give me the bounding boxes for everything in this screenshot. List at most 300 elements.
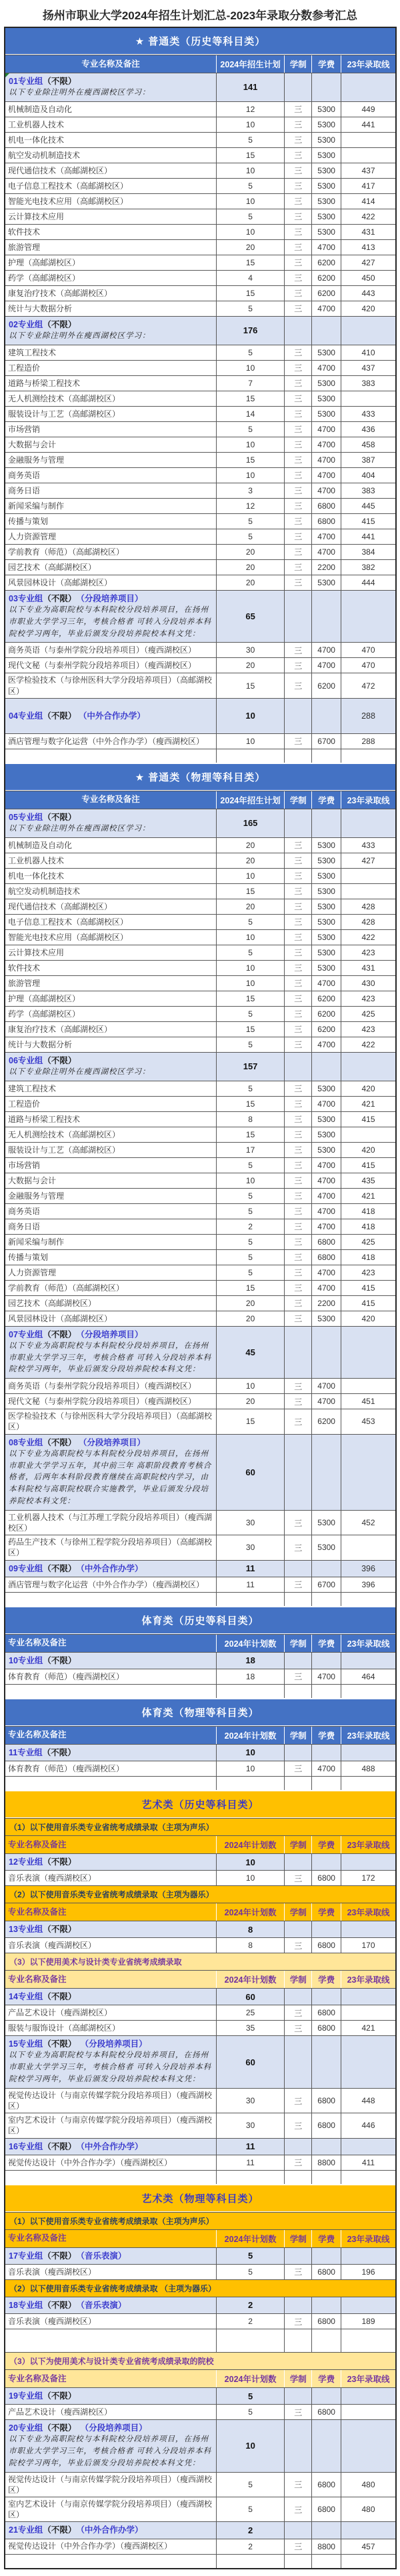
group-extra-label: （分段培养项目）: [76, 1329, 143, 1339]
fee-cell: 5300: [311, 209, 341, 224]
years-cell: 三: [284, 407, 311, 421]
plan-cell: 18: [216, 1653, 284, 1669]
fee-cell: 2200: [311, 1296, 341, 1311]
score-cell: 450: [341, 271, 395, 285]
group-limit-label: （不限）: [43, 2391, 77, 2401]
column-header-years: 学制: [284, 1971, 311, 1988]
column-header-score: 23年录取线: [341, 1971, 395, 1988]
plan-cell: 20: [216, 240, 284, 255]
score-cell: 425: [341, 1007, 395, 1021]
program-row: [5, 239, 395, 255]
plan-cell: 10: [216, 1871, 284, 1885]
spacer-cell: [311, 1777, 341, 1790]
years-cell: 三: [284, 2405, 311, 2419]
fee-cell: 4700: [311, 658, 341, 673]
program-name-cell: 道路与桥梁工程技术: [8, 378, 81, 388]
program-name-cell: 商务英语: [8, 470, 41, 480]
spacer-row: [5, 749, 395, 763]
score-cell: 449: [341, 102, 395, 117]
plan-cell: 30: [216, 1535, 284, 1559]
plan-cell: 10: [216, 194, 284, 209]
column-header-score: 23年录取线: [341, 791, 395, 809]
category-note-label: （1）以下使用音乐类专业省统考成绩录取（主项为声乐）: [5, 1819, 395, 1835]
years-cell: 三: [284, 1379, 311, 1393]
score-cell: [341, 884, 395, 899]
score-cell: [341, 1379, 395, 1393]
plan-cell: 45: [216, 1327, 284, 1379]
years-cell: 三: [284, 1022, 311, 1037]
column-header-row: [5, 2229, 395, 2247]
years-cell: [284, 699, 311, 733]
program-name-cell: 智能光电技术应用（高邮湖校区）: [8, 932, 129, 942]
years-cell: 三: [284, 1219, 311, 1234]
plan-cell: 30: [216, 643, 284, 657]
program-name-cell: 音乐表演（瘦西湖校区）: [8, 2316, 97, 2326]
group-label: [9, 2250, 126, 2262]
years-cell: 三: [284, 2113, 311, 2137]
program-name-cell: 产品艺术设计（瘦西湖校区）: [8, 2407, 113, 2417]
years-cell: 三: [284, 194, 311, 209]
group-name-cell: [5, 699, 216, 733]
fee-cell: 5300: [311, 225, 341, 239]
group-number-label: 12专业组: [9, 1857, 43, 1867]
section-header: [5, 763, 395, 791]
column-header-fee: 学费: [311, 55, 341, 73]
program-row: [5, 1937, 395, 1953]
column-header-row: [5, 1970, 395, 1988]
program-name-cell: 大数据与会计: [8, 439, 57, 449]
plan-cell: 15: [216, 255, 284, 270]
years-cell: 三: [284, 209, 311, 224]
fee-cell: 6800: [311, 2473, 341, 2497]
years-cell: 三: [284, 345, 311, 360]
group-limit-label: （不限）: [43, 812, 77, 822]
spacer-cell: [5, 2555, 216, 2568]
score-cell: 452: [341, 1511, 395, 1535]
plan-cell: 5: [216, 945, 284, 960]
plan-cell: 30: [216, 2113, 284, 2137]
years-cell: 三: [284, 1235, 311, 1249]
group-name-cell: [5, 1653, 216, 1669]
group-label: [9, 2390, 76, 2402]
years-cell: 三: [284, 1265, 311, 1280]
years-cell: 三: [284, 899, 311, 914]
excel-corner-marker: [5, 73, 9, 77]
group-name-cell: [5, 1989, 216, 2005]
years-cell: 三: [284, 376, 311, 391]
years-cell: 三: [284, 361, 311, 375]
group-number-label: 08专业组: [9, 1437, 43, 1447]
program-name-cell: 酒店管理与数字化运营（中外合作办学）（瘦西湖校区）: [8, 1579, 205, 1589]
program-row: [5, 421, 395, 437]
group-label: [9, 1991, 76, 2003]
fee-cell: [311, 73, 341, 101]
plan-cell: 10: [216, 163, 284, 178]
fee-cell: 6800: [311, 2113, 341, 2137]
score-cell: [341, 869, 395, 883]
category-note-label: （2）以下使用音乐类专业省统考成绩录取 （主项为器乐）: [5, 2280, 395, 2297]
plan-cell: 60: [216, 2036, 284, 2088]
group-limit-label: （不限）: [43, 2141, 77, 2151]
plan-cell: 15: [216, 1409, 284, 1433]
plan-cell: 11: [216, 1577, 284, 1592]
program-name-cell: 护理（高邮湖校区）: [8, 257, 81, 267]
fee-cell: 5300: [311, 884, 341, 899]
spacer-cell: [311, 1685, 341, 1698]
years-cell: 三: [284, 869, 311, 883]
program-row: [5, 2005, 395, 2020]
years-cell: [284, 1053, 311, 1081]
spacer-row: [5, 2554, 395, 2568]
plan-cell: 15: [216, 453, 284, 467]
group-row: [5, 1988, 395, 2005]
plan-cell: 5: [216, 529, 284, 544]
group-number-label: 17专业组: [9, 2251, 43, 2261]
group-extra-label: （分段培养项目）: [76, 593, 143, 603]
score-cell: 470: [341, 658, 395, 673]
program-row: [5, 360, 395, 375]
fee-cell: 5300: [311, 1511, 341, 1535]
fee-cell: [311, 2036, 341, 2088]
group-row: [5, 1652, 395, 1669]
fee-cell: 5300: [311, 117, 341, 132]
plan-cell: 15: [216, 884, 284, 899]
category-note-band: [5, 1953, 395, 1970]
group-name-cell: [5, 591, 216, 643]
fee-cell: 4700: [311, 529, 341, 544]
score-cell: [341, 1535, 395, 1559]
program-row: [5, 132, 395, 147]
fee-cell: [311, 2248, 341, 2264]
score-cell: 428: [341, 899, 395, 914]
category-note-band: [5, 1885, 395, 1903]
group-row: [5, 2387, 395, 2404]
score-cell: 421: [341, 2021, 395, 2035]
group-label: [9, 811, 76, 823]
plan-cell: 15: [216, 673, 284, 697]
years-cell: 三: [284, 133, 311, 147]
score-cell: 431: [341, 225, 395, 239]
years-cell: 三: [284, 1158, 311, 1173]
fee-cell: 5300: [311, 1535, 341, 1559]
fee-cell: [311, 317, 341, 345]
column-header-score: 23年录取线: [341, 1635, 395, 1652]
group-label: [9, 2038, 147, 2050]
fee-cell: 6800: [311, 2314, 341, 2329]
group-number-label: 03专业组: [9, 593, 43, 603]
plan-cell: 10: [216, 468, 284, 483]
group-number-label: 09专业组: [9, 1563, 43, 1573]
program-name-cell: 新闻采编与制作: [8, 501, 65, 511]
program-name-cell: 电子信息工程技术（高邮湖校区）: [8, 181, 129, 191]
group-label: [9, 75, 76, 87]
spacer-cell: [341, 1593, 395, 1606]
program-name-cell: 航空发动机制造技术: [8, 886, 81, 896]
plan-cell: 10: [216, 361, 284, 375]
fee-cell: 6800: [311, 2405, 341, 2419]
score-cell: 448: [341, 2089, 395, 2113]
program-name-cell: 建筑工程技术: [8, 347, 57, 357]
column-header-plan: 2024年计划数: [216, 2230, 284, 2247]
plan-cell: 5: [216, 1204, 284, 1219]
column-header-fee: 学费: [311, 2230, 341, 2247]
group-name-cell: [5, 1745, 216, 1761]
score-cell: 172: [341, 1871, 395, 1885]
program-name-cell: 工程造价: [8, 363, 41, 373]
years-cell: 三: [284, 301, 311, 316]
score-cell: [341, 591, 395, 643]
program-name-cell: 无人机测绘技术（高邮湖校区）: [8, 393, 121, 403]
column-header-fee: 学费: [311, 1836, 341, 1853]
years-cell: 三: [284, 1204, 311, 1219]
years-cell: 三: [284, 453, 311, 467]
program-name-cell: 航空发动机制造技术: [8, 150, 81, 160]
plan-cell: 2: [216, 2297, 284, 2313]
program-row: [5, 1006, 395, 1021]
group-row: [5, 316, 395, 345]
plan-cell: 15: [216, 991, 284, 1006]
years-cell: [284, 2297, 311, 2313]
fee-cell: 4700: [311, 1265, 341, 1280]
program-row: [5, 657, 395, 673]
score-cell: 384: [341, 545, 395, 559]
column-header-row: [5, 1903, 395, 1921]
plan-cell: 5: [216, 1250, 284, 1265]
program-name-cell: 学前教育（师范）（高邮湖校区）: [8, 547, 125, 557]
fee-cell: 4700: [311, 1281, 341, 1295]
group-row: [5, 1744, 395, 1761]
program-row: [5, 1111, 395, 1127]
program-name-cell: 机械制造及自动化: [8, 104, 73, 114]
score-cell: [341, 133, 395, 147]
group-limit-label: （不限）: [43, 77, 77, 86]
fee-cell: 5300: [311, 133, 341, 147]
plan-cell: 20: [216, 575, 284, 590]
program-row: [5, 1378, 395, 1393]
score-cell: [341, 2405, 395, 2419]
group-note: 以下专业为高职院校与本科院校分段培养项目，在扬州市职业大学学习三年，考核合格者 可转入分段培养本科院校学习两年，毕业后颁发分段培养院校本科文凭：: [9, 2435, 212, 2467]
fee-cell: 2200: [311, 560, 341, 575]
section-header-label: ★ 普通类（历史等科目类）: [5, 28, 395, 54]
years-cell: 三: [284, 391, 311, 406]
years-cell: [284, 1653, 311, 1669]
group-number-label: 04专业组: [9, 711, 43, 721]
years-cell: [284, 2139, 311, 2155]
column-header-years: 学制: [284, 1635, 311, 1652]
years-cell: 三: [284, 255, 311, 270]
spacer-row: [5, 2170, 395, 2184]
program-row: [5, 1870, 395, 1885]
group-row: [5, 2035, 395, 2088]
program-row: [5, 117, 395, 132]
plan-cell: 5: [216, 1235, 284, 1249]
section-header-label: 艺术类（历史等科目类）: [5, 1791, 395, 1817]
fee-cell: 4700: [311, 453, 341, 467]
group-number-label: 18专业组: [9, 2300, 43, 2310]
column-header-years: 学制: [284, 1836, 311, 1853]
group-label: [9, 1747, 76, 1759]
years-cell: [284, 2522, 311, 2538]
program-name-cell: 现代通信技术（高邮湖校区）: [8, 165, 113, 175]
score-cell: 436: [341, 422, 395, 437]
fee-cell: 6200: [311, 286, 341, 301]
score-cell: 383: [341, 483, 395, 498]
spacer-cell: [341, 2329, 395, 2352]
group-label: [9, 2524, 143, 2536]
section-header: [5, 2184, 395, 2212]
fee-cell: [311, 1745, 341, 1761]
fee-cell: 5300: [311, 575, 341, 590]
plan-cell: 165: [216, 809, 284, 837]
plan-cell: 15: [216, 148, 284, 163]
score-cell: 420: [341, 1081, 395, 1096]
program-row: [5, 1669, 395, 1684]
plan-cell: 10: [216, 225, 284, 239]
fee-cell: 5300: [311, 163, 341, 178]
fee-cell: 5300: [311, 179, 341, 193]
fee-cell: [311, 1921, 341, 1937]
program-row: [5, 1188, 395, 1203]
group-limit-label: （不限）: [42, 1747, 76, 1757]
fee-cell: 5300: [311, 407, 341, 421]
score-cell: 417: [341, 179, 395, 193]
program-row: [5, 301, 395, 316]
spacer-cell: [311, 749, 341, 763]
group-name-cell: [5, 1921, 216, 1937]
section-header: [5, 28, 395, 55]
program-name-cell: 体育教育（师范）（瘦西湖校区）: [8, 1763, 125, 1773]
category-note-band: [5, 1818, 395, 1835]
years-cell: 三: [284, 1394, 311, 1409]
score-cell: 458: [341, 437, 395, 452]
group-limit-label: （不限）: [43, 593, 77, 603]
fee-cell: [311, 2522, 341, 2538]
years-cell: 三: [284, 1097, 311, 1111]
group-limit-label: （不限）: [43, 1329, 77, 1339]
group-note: 以下专业为高职院校与本科院校分段培养项目，在扬州市职业大学学习五年，其中前三年 高职阶段教育考核合格者，后两年本科阶段教育继续在高职院校内学习，由本科院校与高职院校联合实施教学，毕业后颁发分段培养院校本科文凭：: [9, 1449, 212, 1505]
plan-cell: 5: [216, 2405, 284, 2419]
score-cell: 413: [341, 240, 395, 255]
program-row: [5, 452, 395, 467]
program-row: [5, 883, 395, 899]
program-row: [5, 193, 395, 209]
plan-cell: 10: [216, 976, 284, 991]
program-row: [5, 2264, 395, 2279]
group-number-label: 20专业组: [9, 2423, 43, 2433]
plan-cell: 15: [216, 1022, 284, 1037]
program-name-cell: 室内艺术设计（与南京传媒学院分段培养项目）（瘦西湖校区）: [8, 2499, 213, 2520]
group-number-label: 21专业组: [9, 2525, 43, 2535]
group-row: [5, 1434, 395, 1510]
program-row: [5, 1219, 395, 1234]
score-cell: 420: [341, 301, 395, 316]
category-note-label: （2）以下使用音乐类专业省统考成绩录取（主项为器乐）: [5, 1886, 395, 1903]
fee-cell: 6800: [311, 2089, 341, 2113]
years-cell: 三: [284, 1669, 311, 1684]
program-row: [5, 1142, 395, 1157]
group-extra-label: （音乐表演）: [76, 2300, 127, 2310]
score-cell: 470: [341, 643, 395, 657]
fee-cell: 6800: [311, 2005, 341, 2020]
score-cell: [341, 148, 395, 163]
score-cell: 480: [341, 2473, 395, 2497]
program-row: [5, 2155, 395, 2170]
years-cell: 三: [284, 148, 311, 163]
years-cell: [284, 591, 311, 643]
score-cell: [341, 1854, 395, 1870]
years-cell: 三: [284, 945, 311, 960]
score-cell: 288: [341, 734, 395, 749]
group-note: 以下专业为高职院校与本科院校分段培养项目，在扬州市职业大学学习三年，考核合格者 可转入分段培养本科院校学习两年，毕业后颁发分段培养院校本科文凭：: [9, 2051, 212, 2084]
score-cell: 288: [341, 699, 395, 733]
score-cell: [341, 1745, 395, 1761]
score-cell: 415: [341, 1158, 395, 1173]
program-row: [5, 1096, 395, 1111]
fee-cell: 5300: [311, 853, 341, 868]
score-cell: 431: [341, 961, 395, 975]
spacer-cell: [216, 1777, 284, 1790]
category-note-band: [5, 2352, 395, 2369]
fee-cell: [311, 591, 341, 643]
plan-cell: 2: [216, 2539, 284, 2554]
years-cell: 三: [284, 991, 311, 1006]
program-name-cell: 机械制造及自动化: [8, 840, 73, 850]
score-cell: [341, 1327, 395, 1379]
plan-cell: 176: [216, 317, 284, 345]
group-label: [9, 593, 143, 605]
years-cell: 三: [284, 1296, 311, 1311]
program-row: [5, 345, 395, 360]
group-row: [5, 2521, 395, 2538]
score-cell: [341, 1435, 395, 1510]
years-cell: 三: [284, 179, 311, 193]
group-limit-label: （不限）: [43, 1055, 77, 1065]
section-header: [5, 1698, 395, 1726]
program-name-cell: 工业机器人技术: [8, 119, 65, 129]
plan-cell: 4: [216, 271, 284, 285]
fee-cell: 4700: [311, 1097, 341, 1111]
column-header-name: 专业名称及备注: [5, 1971, 216, 1988]
plan-cell: 3: [216, 483, 284, 498]
program-row: [5, 1021, 395, 1037]
score-cell: 418: [341, 1219, 395, 1234]
fee-cell: 5300: [311, 376, 341, 391]
score-cell: 423: [341, 991, 395, 1006]
fee-cell: 5300: [311, 961, 341, 975]
column-header-name: 专业名称及备注: [5, 791, 216, 809]
program-name-cell: 传播与策划: [8, 1252, 49, 1262]
fee-cell: 4700: [311, 1219, 341, 1234]
fee-cell: 4700: [311, 1669, 341, 1684]
program-row: [5, 2088, 395, 2113]
column-header-score: 23年录取线: [341, 1727, 395, 1744]
program-row: [5, 209, 395, 224]
years-cell: [284, 2388, 311, 2404]
program-name-cell: 建筑工程技术: [8, 1083, 57, 1093]
spacer-cell: [216, 2555, 284, 2568]
program-name-cell: 体育教育（师范）（瘦西湖校区）: [8, 1671, 125, 1681]
plan-cell: 11: [216, 2155, 284, 2170]
program-row: [5, 868, 395, 883]
program-row: [5, 960, 395, 975]
program-row: [5, 224, 395, 239]
plan-cell: 20: [216, 838, 284, 853]
years-cell: 三: [284, 961, 311, 975]
years-cell: 三: [284, 499, 311, 513]
score-cell: 414: [341, 194, 395, 209]
years-cell: 三: [284, 838, 311, 853]
group-extra-label: （中外合作办学）: [76, 711, 145, 721]
